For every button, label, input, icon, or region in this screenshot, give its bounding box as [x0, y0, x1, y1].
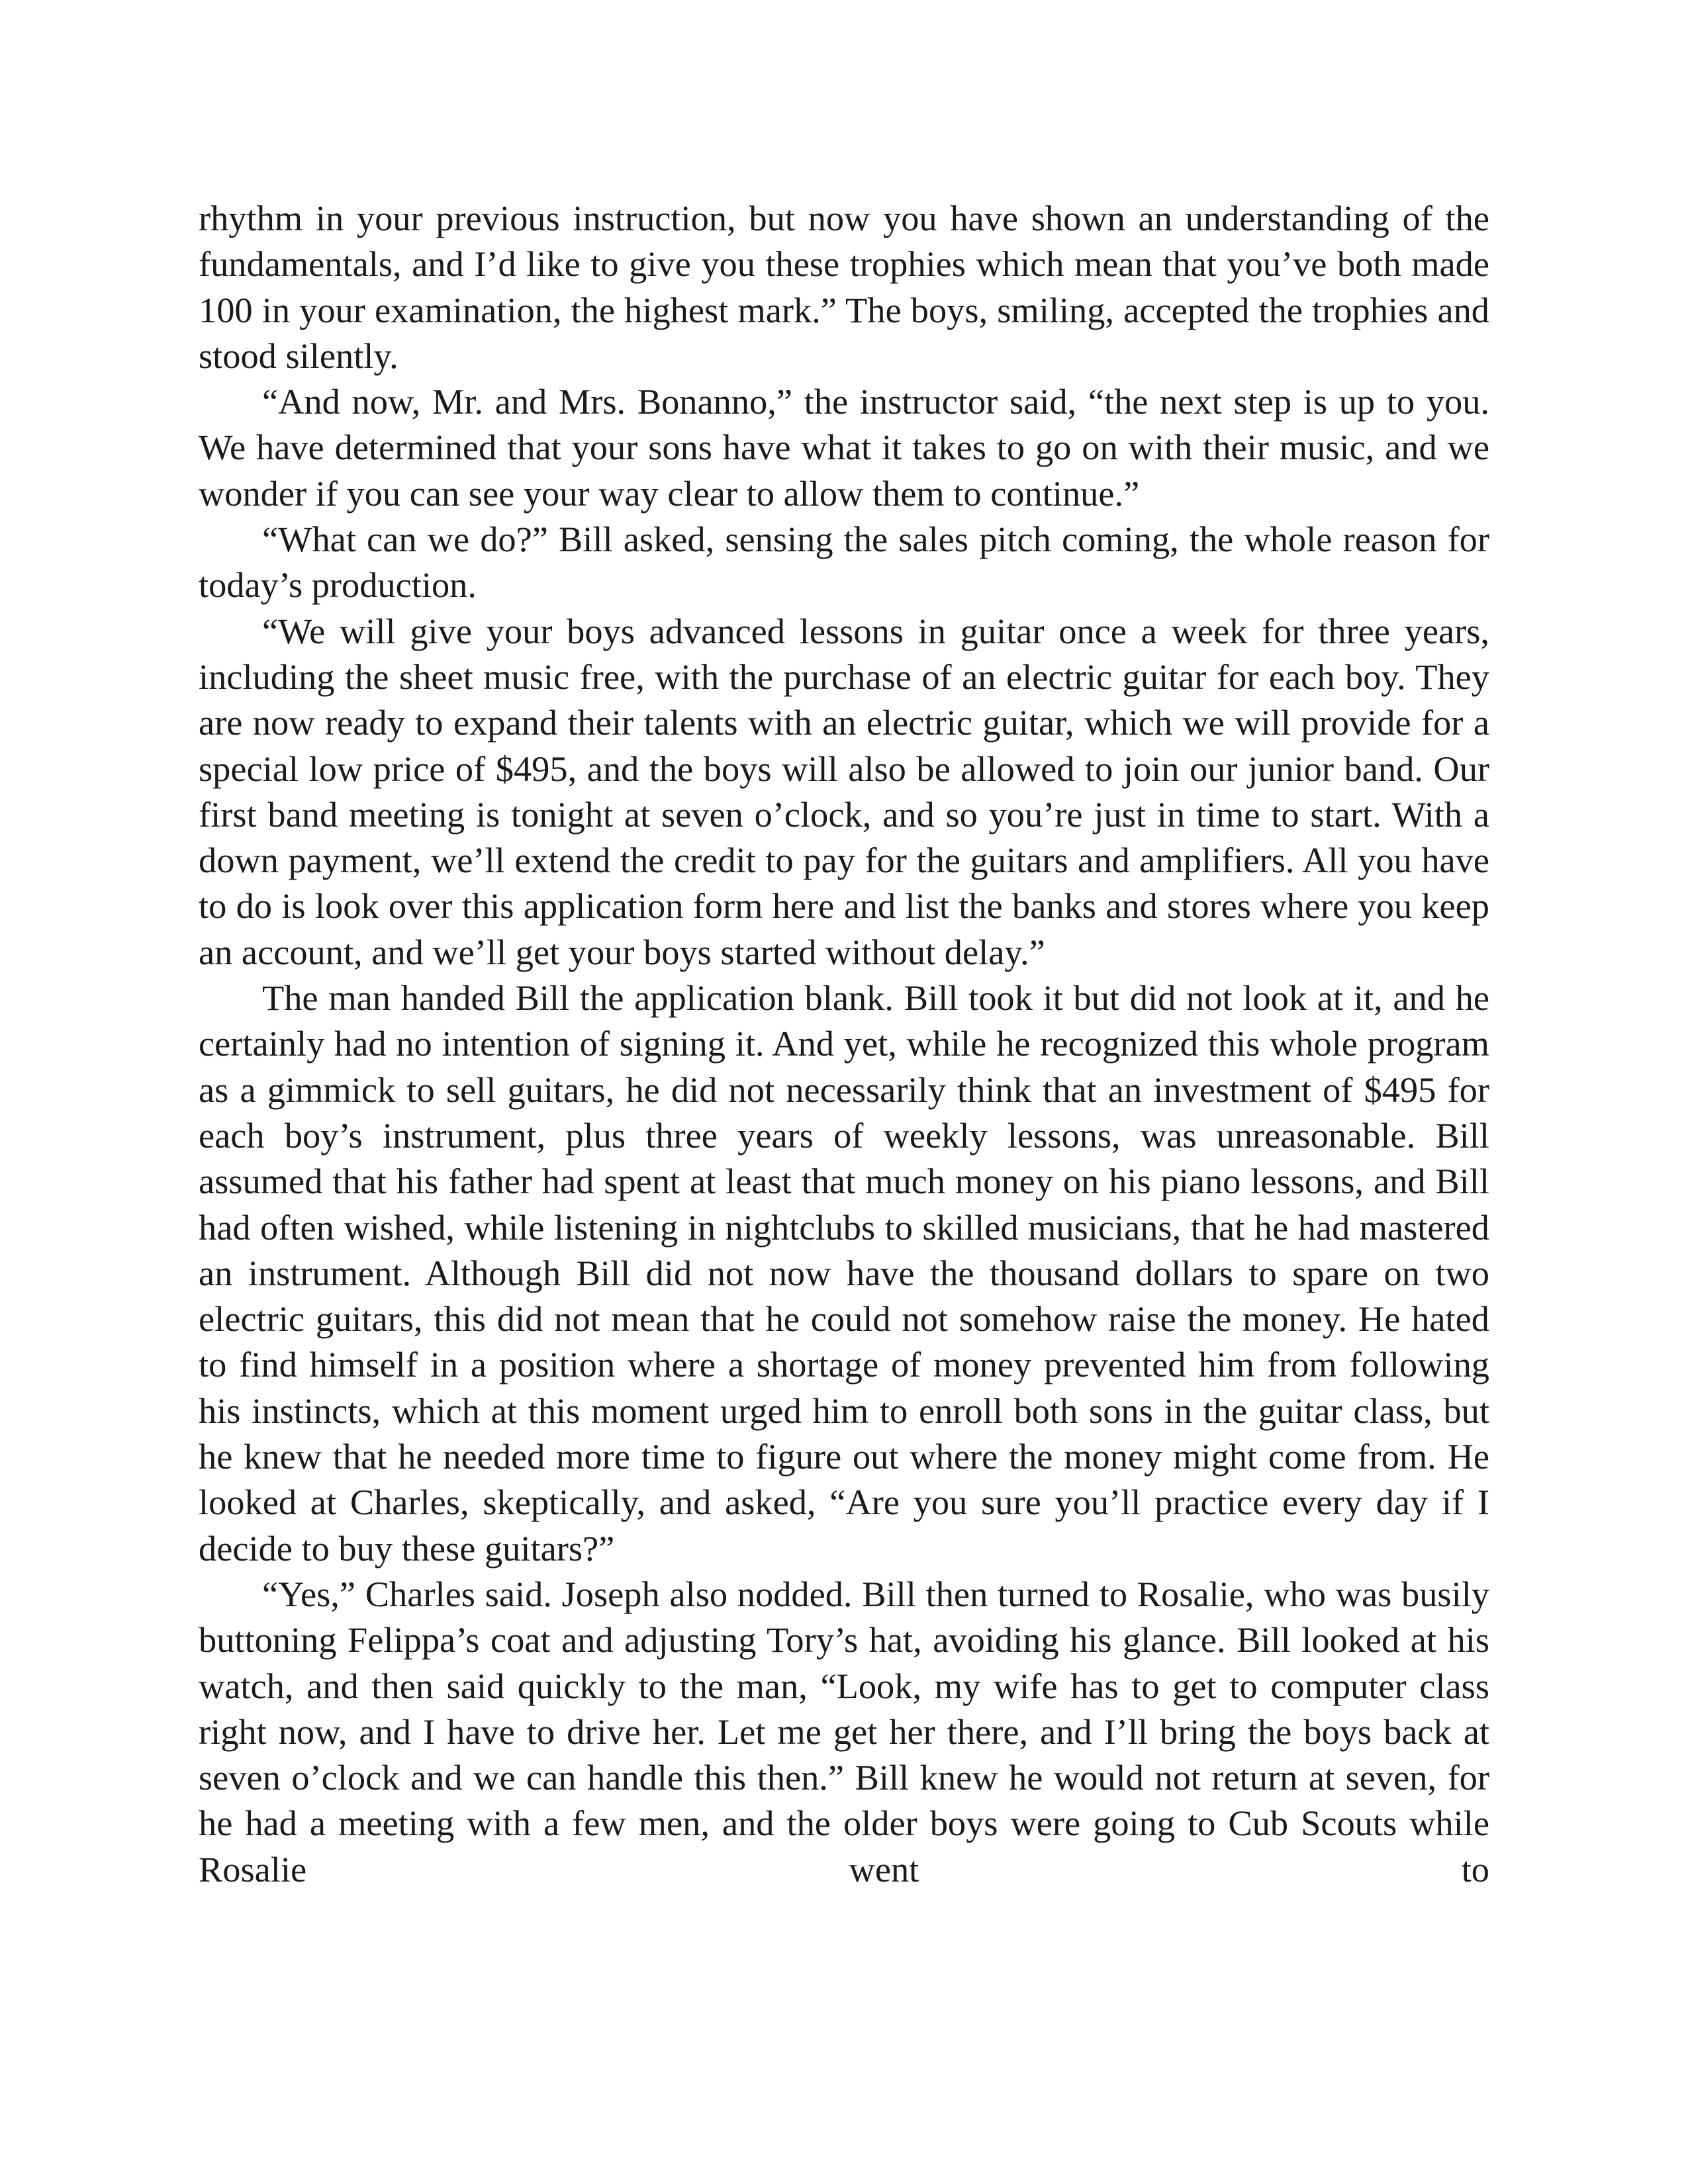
- paragraph-5: The man handed Bill the application blank. Bill took it but did not look at it, and he certainly had no intention of signing it. And yet, while he recognized this whole program as a gimmick to sell guitars, he did not necessarily think that an investment of $495 for each boy’s instrument, plus three years of weekly lessons, was unreasonable. Bill assumed that his father had spent at least that much money on his piano lessons, and Bill had often wished, while listening in nightclubs to skilled musicians, that he had mastered an instrument. Although Bill did not now have the thousand dollars to spare on two electric guitars, this did not mean that he could not somehow raise the money. He hated to find himself in a position where a shortage of money prevented him from following his instincts, which at this moment urged him to enroll both sons in the guitar class, but he knew that he needed more time to figure out where the money might come from. He looked at Charles, skeptically, and asked, “Are you sure you’ll practice every day if I decide to buy these guitars?”: [199, 978, 1489, 1569]
- paragraph-4: “We will give your boys advanced lessons in guitar once a week for three years, including the sheet music free, with the purchase of an electric guitar for each boy. They are now ready to expand their talents with an electric guitar, which we will provide for a special low price of $495, and the boys will also be allowed to join our junior band. Our first band meeting is tonight at seven o’clock, and so you’re just in time to start. With a down payment, we’ll extend the credit to pay for the guitars and amplifiers. All you have to do is look over this application form here and list the banks and stores where you keep an account, and we’ll get your boys started without delay.”: [199, 611, 1489, 972]
- document-page: [199, 196, 1489, 1893]
- paragraph-3: “What can we do?” Bill asked, sensing the sales pitch coming, the whole reason for today’s production.: [199, 520, 1489, 606]
- paragraph-2: “And now, Mr. and Mrs. Bonanno,” the instructor said, “the next step is up to you. We have determined that your sons have what it takes to go on with their music, and we wonder if you can see your way clear to allow them to continue.”: [199, 382, 1489, 514]
- paragraph-6: “Yes,” Charles said. Joseph also nodded. Bill then turned to Rosalie, who was busily buttoning Felippa’s coat and adjusting Tory’s hat, avoiding his glance. Bill looked at his watch, and then said quickly to the man, “Look, my wife has to get to computer class right now, and I have to drive her. Let me get her there, and I’ll bring the boys back at seven o’clock and we can handle this then.” Bill knew he would not return at seven, for he had a meeting with a few men, and the older boys were going to Cub Scouts while Rosalie went to: [199, 1574, 1489, 1889]
- paragraph-1: rhythm in your previous instruction, but now you have shown an understanding of the fundamentals, and I’d like to give you these trophies which mean that you’ve both made 100 in your examination, the highest mark.” The boys, smiling, accepted the trophies and stood silently.: [199, 199, 1489, 376]
